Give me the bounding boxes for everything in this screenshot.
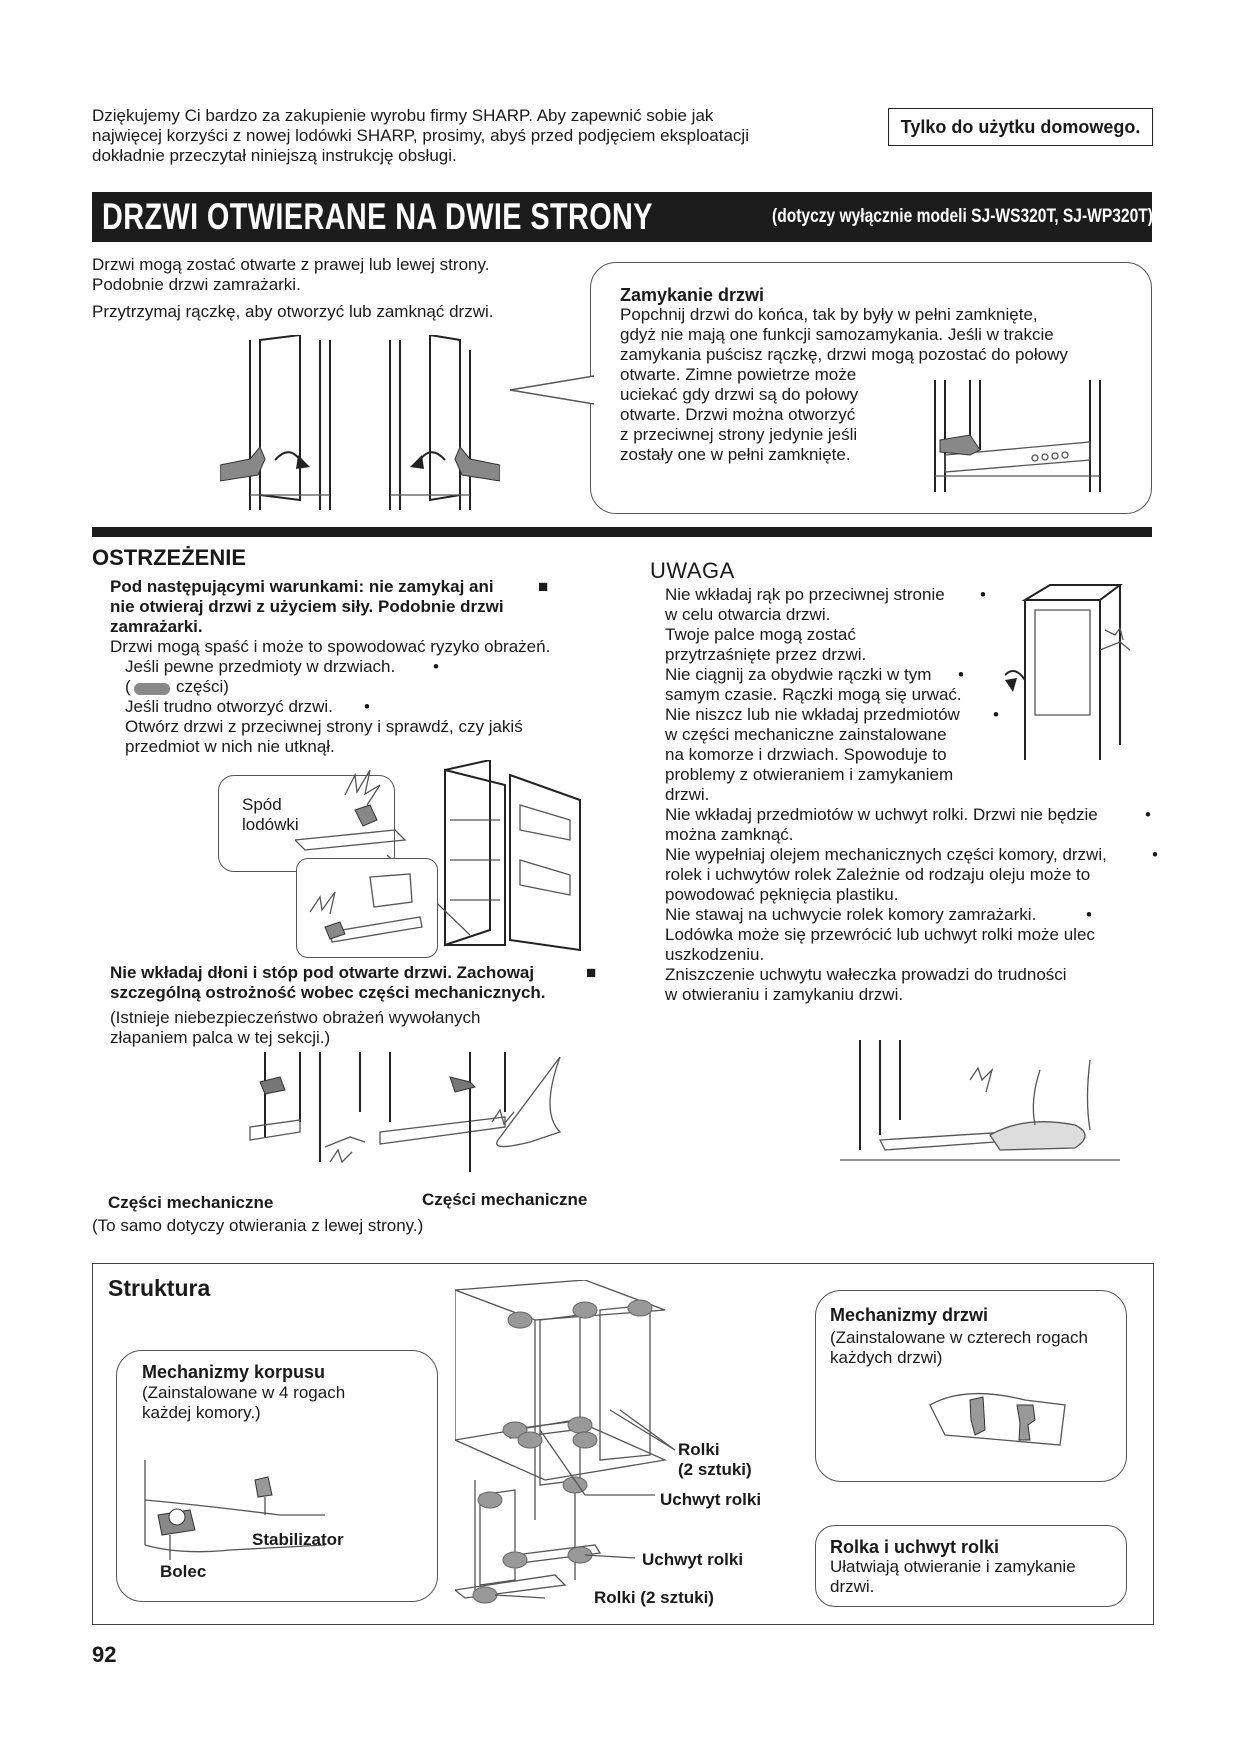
same-left-note: (To samo dotyczy otwierania z lewej strony.) (92, 1216, 424, 1235)
closing-text-narrow: uciekać gdy drzwi są do połowy otwarte. Drzwi można otworzyć z przeciwnej strony jedynie jeśli zostały one w pełni zamknięte. (620, 385, 859, 464)
caution-item-4: Nie wkładaj przedmiotów w uchwyt rolki. Drzwi nie będzie można zamknąć. (665, 805, 1098, 844)
pin-label: Bolec (160, 1562, 207, 1581)
warning-item2-text: (Istnieje niebezpieczeństwo obrażeń wywołanych złapaniem palca w tej sekcji.) (110, 1008, 481, 1047)
bullet-dot: • (1086, 905, 1092, 924)
warning-sub2: Jeśli trudno otworzyć drzwi. (125, 697, 333, 716)
doors-paragraph-1: Drzwi mogą zostać otwarte z prawej lub lewej strony. Podobnie drzwi zamrażarki. (92, 255, 490, 294)
bullet-dot: • (1152, 845, 1158, 864)
caution-fridge-illustration (1005, 580, 1155, 765)
roller-holder-text: Ułatwiają otwieranie i zamykanie drzwi. (830, 1557, 1076, 1596)
caution-item-6: Nie stawaj na uchwycie rolek komory zamrażarki. Lodówka może się przewrócić lub uchwyt rolki może ulec uszkodzeniu. (665, 905, 1095, 964)
roller-holder-bottom-label: Uchwyt rolki (642, 1550, 744, 1569)
door-mechanisms-text: (Zainstalowane w czterech rogach każdych drzwi) (830, 1328, 1088, 1367)
warning-sub1b: części) (176, 677, 229, 696)
rollers-bottom-label: Rolki (2 sztuki) (594, 1588, 714, 1607)
bullet-square: ■ (586, 963, 597, 982)
warning-sub1: Jeśli pewne przedmioty w drzwiach. (125, 657, 396, 676)
door-mechanism-illustration (925, 1375, 1075, 1465)
label-mechanical-left: Części mechaniczne (108, 1193, 274, 1212)
caution-heading: UWAGA (650, 558, 735, 583)
bullet-dot: • (980, 585, 986, 604)
section-banner (92, 192, 1152, 242)
warning-item1-text: Drzwi mogą spaść i może to spowodować ryzyko obrażeń. (110, 637, 551, 656)
caution-item-5: Nie wypełniaj olejem mechanicznych części komory, drzwi, rolek i uchwytów rolek Zależnie od rodzaju oleju może to powodować pęknięcia plastiku. (665, 845, 1107, 904)
roller-holder-top-label: Uchwyt rolki (660, 1490, 762, 1509)
bullet-square: ■ (538, 577, 549, 596)
bubble-pointer (510, 370, 594, 410)
rollers-top-label: Rolki (2 sztuki) (678, 1440, 752, 1479)
page-number: 92 (92, 1642, 117, 1667)
door-closing-illustration (930, 380, 1110, 495)
door-opening-illustration (220, 335, 500, 515)
body-mechanisms-text: (Zainstalowane w 4 rogach każdej komory.) (142, 1383, 346, 1422)
mechanical-parts-illustration (230, 1052, 600, 1192)
closing-title: Zamykanie drzwi (620, 285, 765, 305)
warning-sub1-paren: ( (125, 677, 131, 696)
domestic-use-box (888, 108, 1153, 146)
caution-item-3: Nie niszcz lub nie wkładaj przedmiotów w części mechaniczne zainstalowane na komorze i drzwiach. Spowoduje to problemy z otwieraniem i zamykaniem drzwi. (665, 705, 960, 804)
structure-title: Struktura (108, 1275, 211, 1301)
warning-item2-title: Nie wkładaj dłoni i stóp pod otwarte drzwi. Zachowaj szczególną ostrożność wobec części mechanicznych. (110, 963, 546, 1002)
stabilizer-label: Stabilizator (252, 1530, 344, 1549)
caution-item-2: Nie ciągnij za obydwie rączki w tym samym czasie. Rączki mogą się urwać. (665, 665, 962, 704)
body-mechanisms-title: Mechanizmy korpusu (142, 1362, 326, 1382)
label-mechanical-right: Części mechaniczne (422, 1190, 588, 1209)
warning-item1-title: Pod następującymi warunkami: nie zamykaj ani nie otwieraj drzwi z użyciem siły. Podobnie drzwi zamrażarki. (110, 577, 504, 636)
roller-holder-title: Rolka i uchwyt rolki (830, 1537, 1000, 1557)
caution-item-1: Nie wkładaj rąk po przeciwnej stronie w celu otwarcia drzwi. Twoje palce mogą zostać przytrzaśnięte przez drzwi. (665, 585, 945, 664)
warning-sub2b: Otwórz drzwi z przeciwnej strony i sprawdź, czy jakiś przedmiot w nich nie utknął. (125, 717, 523, 756)
bullet-dot: • (993, 705, 999, 724)
callout-text: Spód lodówki (242, 795, 299, 834)
bullet-dot: • (1145, 805, 1151, 824)
door-mechanisms-title: Mechanizmy drzwi (830, 1305, 989, 1325)
section-divider (92, 527, 1152, 537)
bullet-dot: • (433, 657, 439, 676)
gray-marker-icon (134, 683, 170, 695)
bullet-dot: • (364, 697, 370, 716)
detail-inset-drawing (300, 862, 434, 954)
warning-heading: OSTRZEŻENIE (92, 545, 247, 570)
closing-text: Popchnij drzwi do końca, tak by były w pełni zamknięte, gdyż nie mają one funkcji samozamykania. Jeśli w trakcie zamykania puścisz rączkę, drzwi mogą pozostać do połowy otwarte. Zimne powietrze może (620, 305, 1068, 384)
bullet-dot: • (958, 665, 964, 684)
banner-title: DRZWI OTWIERANE NA DWIE STRONY (102, 196, 653, 237)
caution-item-7: Zniszczenie uchwytu wałeczka prowadzi do trudności w otwieraniu i zamykaniu drzwi. (665, 965, 1067, 1004)
intro-text: Dziękujemy Ci bardzo za zakupienie wyrobu firmy SHARP. Aby zapewnić sobie jak najwięcej korzyści z nowej lodówki SHARP, prosimy, abyś przed podjęciem eksploatacji dokładnie przeczytał niniejszą instrukcję obsługi. (92, 106, 749, 165)
roller-holder-step-illustration (840, 1040, 1120, 1180)
doors-paragraph-2: Przytrzymaj rączkę, aby otworzyć lub zamknąć drzwi. (92, 302, 494, 321)
banner-subtitle: (dotyczy wyłącznie modeli SJ-WS320T, SJ-WP320T) (772, 206, 1153, 227)
domestic-use-label: Tylko do użytku domowego. (900, 116, 1141, 137)
